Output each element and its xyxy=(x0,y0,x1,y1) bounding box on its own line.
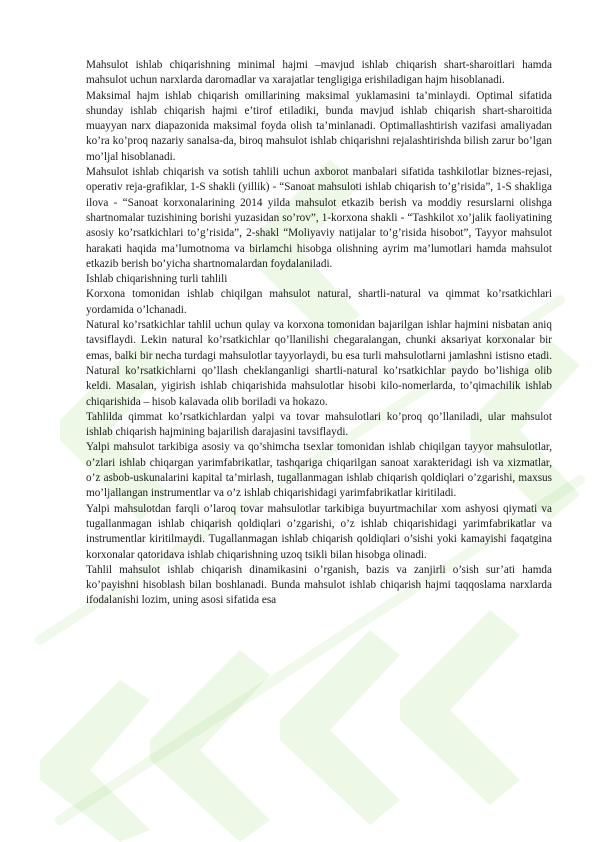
document-body xyxy=(86,58,552,609)
paragraph-dynamics-analysis: Tahlil mahsulot ishlab chiqarish dinamikasini o’rganish, bazis va zanjirli o’sish sur’ati hamda ko’payishni hisoblash bilan boshlanadi. Bunda mahsulot ishlab chiqarish hajmi taqqoslama narxlarda ifodalanishi lozim, uning asosi sifatida esa xyxy=(86,563,552,607)
paragraph-minimal-volume: Mahsulot ishlab chiqarishning minimal hajmi –mavjud ishlab chiqarish shart-sharoitlari hamda mahsulot uchun narxlarda daromadlar va xarajatlar tengligiga erishiladigan hajm hisoblanadi. xyxy=(86,59,552,87)
watermark-chevron-4 xyxy=(400,610,520,805)
paragraph-gross-product: Yalpi mahsulot tarkibiga asosiy va qo’shimcha tsexlar tomonidan ishlab chiqilgan tayyor mahsulotlar, o’zlari ishlab chiqargan yarimfabrikatlar, tashqariga chiqarilgan sanoat xarakteridagi ish va xizmatlar, o’z asbob-uskunalarini kapital ta’mirlash, tugallanmagan ishlab chiqarish qoldiqlari o’zgarishi, maxsus mo’ljallangan instrumentlar va o’z ishlab chiqarishidagi yarimfabrikatlar kiritiladi. xyxy=(86,441,552,500)
paragraph-natural-indicators: Natural ko’rsatkichlar tahlil uchun qulay va korxona tomonidan bajarilgan ishlar hajmini nisbatan aniq tavsiflaydi. Lekin natural ko’rsatkichlar qo’llanilishi chegaralangan, chunki aksariyat korxonalar bir emas, balki bir necha turdagi mahsulotlar tayyorlaydi, bu esa turli mahsulotlarni jamlashni istisno etadi. Natural ko’rsatkichlarni qo’llash cheklanganligi shartli-natural ko’rsatkichlar paydo bo’lishiga olib keldi. Masalan, yigirish ishlab chiqarishida mahsulotlar hisobi kilo-nomerlarda, to’qimachilik ishlab chiqarishida – hisob kalavada olib boriladi va hokazo. xyxy=(86,319,552,408)
watermark-chevron-3 xyxy=(280,630,400,825)
section-heading-production-analysis: Ishlab chiqarishning turli tahlili xyxy=(86,273,228,286)
paragraph-maximal-volume: Maksimal hajm ishlab chiqarish omillarining maksimal yuklamasini ta’minlaydi. Optimal sifatida shunday ishlab chiqarish hajmi e’tirof etiladiki, bunda mavjud ishlab chiqarish shart-sharoitida muayyan narx diapazonida maksimal foyda olish ta’minlanadi. Optimallashtirish vazifasi amaliyadan ko’ra ko’proq nazariy sanalsa-da, biroq mahsulot ishlab chiqarishni rejalashtirishda bilish zarur bo’lgan mo’ljal hisoblanadi. xyxy=(86,89,552,163)
paragraph-commodity-product: Yalpi mahsulotdan farqli o’laroq tovar mahsulotlar tarkibiga buyurtmachilar xom ashyosi qiymati va tugallanmagan ishlab chiqarish qoldiqlari o’zgarishi, o’z ishlab chiqarishidagi yarimfabrikatlar va instrumentlar kiritilmaydi. Tugallanmagan ishlab chiqarish qoldiqlari o’sishi yoki kamayishi faqatgina korxonalar qatoridava ishlab chiqarishning uzoq tsikli bilan hisobga olinadi. xyxy=(86,502,552,561)
paragraph-information-sources: Mahsulot ishlab chiqarish va sotish tahlili uchun axborot manbalari sifatida tashkilotlar biznes-rejasi, operativ reja-grafiklar, 1-S shakli (yillik) - “Sanoat mahsuloti ishlab chiqarish to’g’risida”, 1-S shakliga ilova - “Sanoat korxonalarining 2014 yilda mahsulot etkazib berish va moddiy resurslarni olishga shartnomalar tuzishining borishi yuzasidan so’rov”, 1-korxona shakli - “Tashkilot xo’jalik faoliyatining asosiy ko’rsatkichlari to’g’risida”, 2-shakl “Moliyaviy natijalar to’g’risida hisobot”, Tayyor mahsulot harakati haqida ma’lumotnoma va birlamchi hisobga olishning ayrim ma’lumotlari hamda mahsulot etkazib berish bo’yicha shartnomalardan foydalaniladi. xyxy=(86,166,552,270)
paragraph-value-indicators: Tahlilda qimmat ko’rsatkichlardan yalpi va tovar mahsulotlari ko’proq qo’llaniladi, ular mahsulot ishlab chiqarish hajmining bajarilish darajasini tavsiflaydi. xyxy=(86,410,552,439)
paragraph-measurement: Korxona tomonidan ishlab chiqilgan mahsulot natural, shartli-natural va qimmat ko’rsatkichlari yordamida o’lchanadi. xyxy=(86,288,552,316)
watermark-chevron-2 xyxy=(150,650,270,842)
watermark-chevron-1 xyxy=(40,680,150,842)
